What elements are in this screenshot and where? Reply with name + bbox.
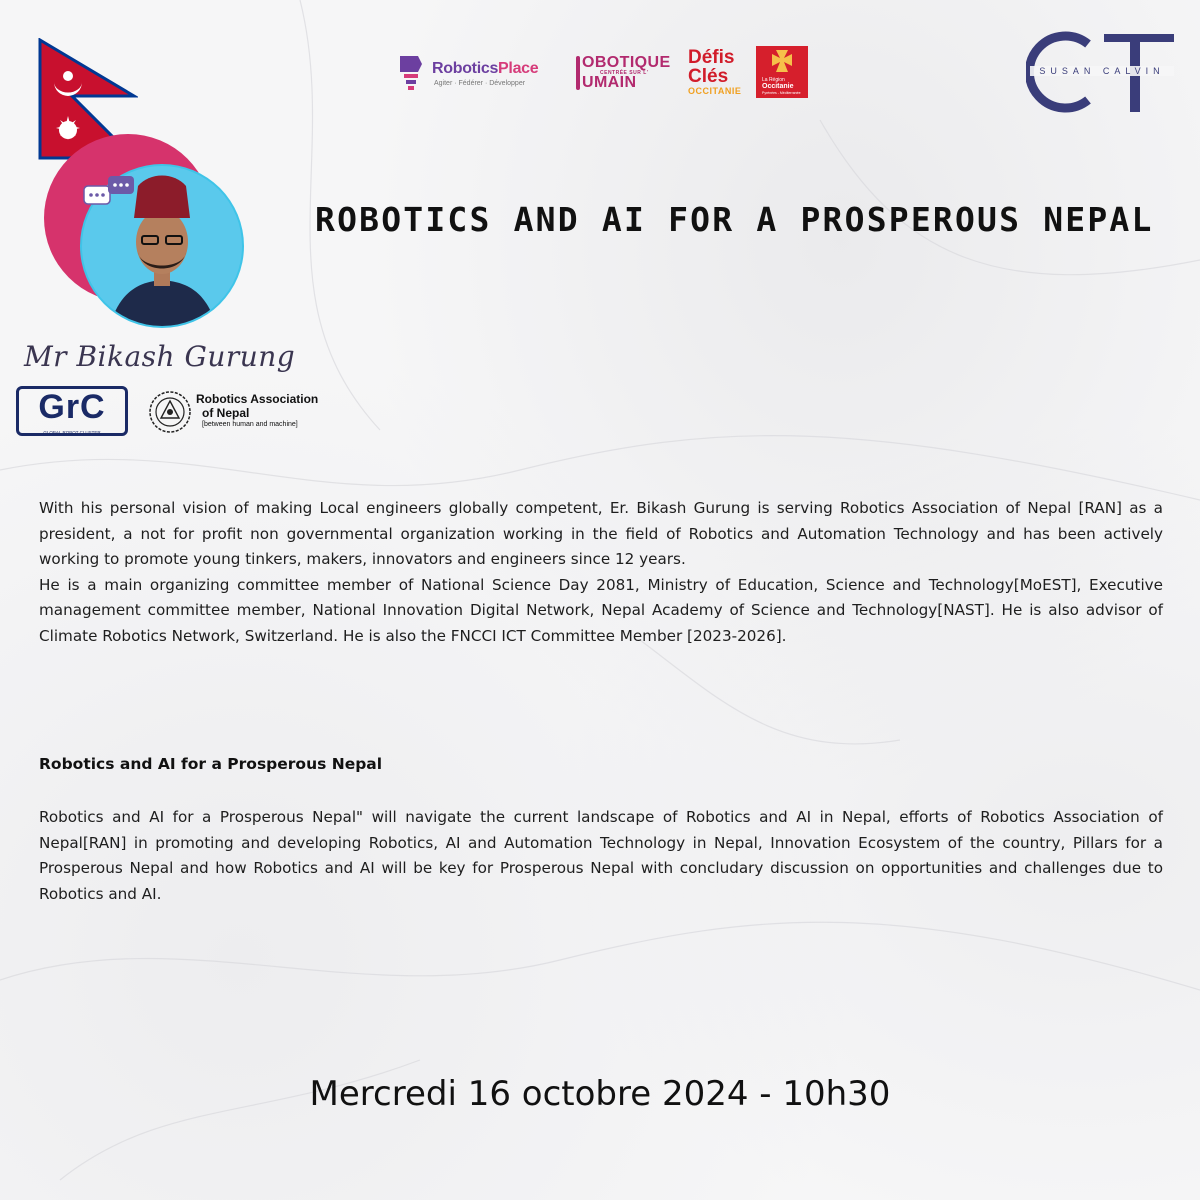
occitanie-line1: La Région xyxy=(762,77,785,83)
bio-paragraph-2: He is a main organizing committee member of National Science Day 2081, Ministry of Education, Science and Technology[MoEST], Executive management committee member, National Innovation Digital Network, Nepal Academy of Science and Technology[NAST]. He is also advisor of Climate Robotics Network, Switzerland. He is also the FNCCI ICT Committee Member [2023-2026]. xyxy=(39,575,1163,645)
robotics-place-tagline: Agiter · Fédérer · Développer xyxy=(434,80,526,87)
susan-calvin-logo xyxy=(1026,30,1178,114)
robotique-humain-bar xyxy=(576,56,580,90)
ran-line1: Robotics Association xyxy=(196,392,319,406)
occitanie-logo xyxy=(756,46,808,98)
bio-paragraph-1: With his personal vision of making Local engineers globally competent, Er. Bikash Gurung is serving Robotics Association of Nepal [RAN] as a president, a not for profit non governmental organization working in the field of Robotics and Automation Technology and has been actively working to promote young tinkers, makers, innovators and engineers since 12 years. xyxy=(39,499,1163,569)
ran-line2: of Nepal xyxy=(202,406,250,420)
defis-cles-logo xyxy=(686,48,756,98)
defis-cles-line2: Clés xyxy=(688,66,729,87)
susan-calvin-text: SUSAN CALVIN xyxy=(1030,66,1174,76)
defis-cles-line3: OCCITANIE xyxy=(688,86,742,96)
talk-abstract: Robotics and AI for a Prosperous Nepal" will navigate the current landscape of Robotics and AI in Nepal, efforts of Robotics Association of Nepal[RAN] in promoting and developing Robotics, AI and Automation Technology in Nepal, Innovation Ecosystem of the country, Pillars for a Prosperous Nepal and how Robotics and AI will be key for Prosperous Nepal with concludary discussion on opportunities and challenges due to Robotics and AI. xyxy=(39,808,1163,903)
event-date: Mercredi 16 octobre 2024 - 10h30 xyxy=(309,1074,891,1114)
robotique-humain-line1: OBOTIQUE xyxy=(582,54,671,71)
speaker-name: Mr Bikash Gurung xyxy=(24,340,296,373)
robotique-humain-line2: UMAIN xyxy=(582,74,637,91)
speaker-photo xyxy=(38,132,258,352)
ran-logo xyxy=(148,386,322,442)
grc-logo xyxy=(16,386,132,440)
robotics-place-name2: Place xyxy=(498,60,539,77)
talk-heading: Robotics and AI for a Prosperous Nepal xyxy=(39,755,383,773)
robotics-place-logo xyxy=(396,50,564,96)
occitanie-line2: Occitanie xyxy=(762,83,794,90)
ran-line3: [between human and machine] xyxy=(202,421,298,428)
page-title: ROBOTICS AND AI FOR A PROSPEROUS NEPAL xyxy=(315,200,1154,239)
grc-subtitle: GLOBAL ROBOT CLUSTER xyxy=(43,430,101,435)
occitan-cross-icon xyxy=(756,46,808,76)
occitanie-line3: Pyrénées - Méditerranée xyxy=(762,91,801,95)
ran-seal-icon xyxy=(148,390,192,434)
grc-text: GrC xyxy=(38,388,106,426)
speaker-bio xyxy=(39,496,1163,650)
robotics-place-icon xyxy=(396,50,428,94)
robotique-humain-middle: CENTRÉE SUR L' xyxy=(600,70,649,76)
robotics-place-name1: Robotics xyxy=(432,60,499,77)
robotique-humain-logo xyxy=(576,52,680,94)
defis-cles-line1: Défis xyxy=(688,47,735,68)
